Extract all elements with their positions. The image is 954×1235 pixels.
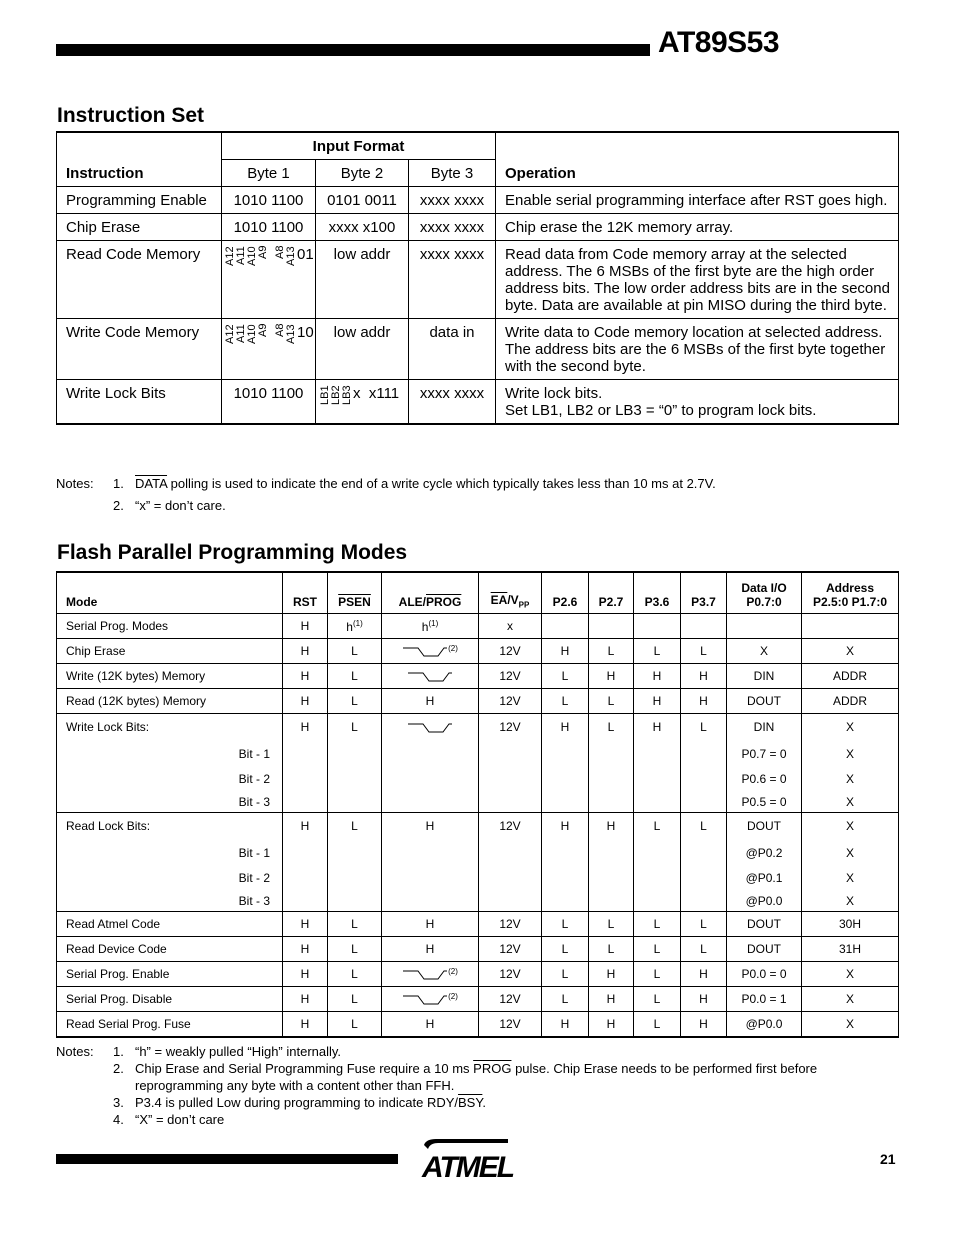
table-row [57, 380, 899, 425]
p26-cell: H [542, 813, 589, 912]
ale-cell: H [382, 813, 479, 912]
addr-bit: A10 [246, 246, 258, 266]
note-number: 1. [113, 1044, 124, 1059]
address-line1: Address [825, 581, 875, 595]
mode-label: Read Lock Bits: [66, 819, 151, 833]
rst-cell: H [283, 987, 328, 1012]
notes-label: Notes: [56, 476, 94, 491]
pulse-low-icon [407, 722, 453, 734]
bit-label: Bit - 3 [238, 795, 270, 809]
ea-cell: 12V [479, 714, 542, 813]
p26-cell: L [542, 664, 589, 689]
p26-cell: H [542, 714, 589, 813]
psen-cell: L [328, 813, 382, 912]
bit-address: X [845, 795, 854, 809]
addr-bit: A11 [235, 246, 247, 265]
p36-cell [634, 614, 681, 639]
bit-address: X [845, 747, 854, 761]
bit-data: P0.7 = 0 [741, 747, 787, 761]
pulse-low-icon [402, 994, 448, 1006]
data-cell: DOUT [727, 912, 802, 937]
pulse-low-icon [407, 671, 453, 683]
addr-bit: A8 [274, 324, 286, 338]
p37-cell: L [681, 813, 727, 912]
mode-cell: Read Device Code [57, 937, 283, 962]
p26-cell: L [542, 937, 589, 962]
p36-cell: H [634, 714, 681, 813]
rst-cell: H [283, 813, 328, 912]
footnote-ref: (2) [448, 643, 458, 653]
atmel-logo-icon [416, 1137, 514, 1183]
p27-cell: L [589, 714, 634, 813]
bit-data: P0.5 = 0 [741, 795, 787, 809]
address-cell [802, 813, 899, 912]
lock-bit: LB1 [319, 385, 331, 405]
ale-cell [382, 714, 479, 813]
page-number: 21 [880, 1151, 896, 1167]
col-ea-vpp [479, 572, 542, 614]
table-row [57, 187, 899, 214]
p36-cell: L [634, 813, 681, 912]
address-cell: X [802, 1012, 899, 1038]
ea-cell: x [479, 614, 542, 639]
byte3-cell: xxxx xxxx [409, 380, 496, 425]
note-text: reprogramming any byte with a content other than FFH. [135, 1078, 455, 1093]
address-cell: 30H [802, 912, 899, 937]
byte1-cell [222, 319, 316, 380]
ale-cell [382, 987, 479, 1012]
mode-cell: Write (12K bytes) Memory [57, 664, 283, 689]
document-title: AT89S53 [658, 26, 780, 59]
ale-cell [382, 639, 479, 664]
note-overline: $\overline{BSY}$ [458, 1095, 483, 1110]
note-text: “x” = don’t care. [135, 498, 226, 513]
pulse-low-icon [402, 969, 448, 981]
data-cell: DOUT [727, 937, 802, 962]
ale-cell: H [382, 912, 479, 937]
mode-cell: Serial Prog. Modes [57, 614, 283, 639]
prog-label: PROG [426, 595, 462, 609]
section-title-flash-modes: Flash Parallel Programming Modes [57, 541, 408, 564]
p26-cell: L [542, 689, 589, 714]
bit-address: X [845, 894, 854, 908]
data-cell: P0.0 = 0 [727, 962, 802, 987]
flash-programming-modes-table [56, 571, 899, 1038]
mode-cell: Read Atmel Code [57, 912, 283, 937]
bit-label: Bit - 2 [238, 772, 270, 786]
note-number: 1. [113, 476, 124, 491]
psen-cell: L [328, 714, 382, 813]
p27-cell: L [589, 639, 634, 664]
p27-cell: H [589, 813, 634, 912]
note-body: . [482, 1095, 486, 1110]
address-cell: X [802, 639, 899, 664]
bit-data: @P0.2 [745, 846, 783, 860]
p27-cell [589, 614, 634, 639]
pulse-low-icon [402, 646, 448, 658]
addr-bit: A9 [257, 246, 269, 260]
dataio-line1: Data I/O [741, 581, 787, 595]
table-row [57, 1012, 899, 1038]
byte3-cell: xxxx xxxx [409, 241, 496, 319]
rst-cell: H [283, 689, 328, 714]
table-row [57, 987, 899, 1012]
footnote-ref: (2) [448, 966, 458, 976]
ea-cell: 12V [479, 962, 542, 987]
p37-cell: L [681, 639, 727, 664]
mode-cell: Serial Prog. Enable [57, 962, 283, 987]
data-cell: DIN [727, 664, 802, 689]
p37-cell: H [681, 962, 727, 987]
mode-label: Write Lock Bits: [66, 720, 150, 734]
ale-value: h [421, 619, 429, 634]
ea-cell: 12V [479, 912, 542, 937]
instruction-notes [56, 475, 906, 519]
address-cell [802, 714, 899, 813]
mode-cell: Read (12K bytes) Memory [57, 689, 283, 714]
mode-cell: Chip Erase [57, 639, 283, 664]
bit-data: @P0.1 [745, 871, 783, 885]
psen-cell: L [328, 639, 382, 664]
rst-cell: H [283, 912, 328, 937]
byte2-cell [316, 380, 409, 425]
psen-label: PSEN [338, 595, 371, 609]
rst-cell: H [283, 639, 328, 664]
col-input-format: Input Format [222, 132, 496, 160]
instruction-cell: Write Lock Bits [57, 380, 222, 425]
ale-cell [382, 962, 479, 987]
data-cell: P0.0 = 1 [727, 987, 802, 1012]
ea-cell: 12V [479, 813, 542, 912]
bit-address: X [845, 846, 854, 860]
byte3-cell: xxxx xxxx [409, 214, 496, 241]
operation-cell: Enable serial programming interface after RST goes high. [496, 187, 899, 214]
psen-cell: L [328, 664, 382, 689]
address-cell: X [802, 987, 899, 1012]
col-p36: P3.6 [634, 572, 681, 614]
note-number: 4. [113, 1112, 124, 1127]
note-text: “h” = weakly pulled “High” internally. [135, 1044, 342, 1059]
p36-cell: H [634, 689, 681, 714]
byte1-cell [222, 241, 316, 319]
ea-cell: 12V [479, 664, 542, 689]
ea-cell: 12V [479, 689, 542, 714]
ale-cell [382, 614, 479, 639]
byte3-cell: xxxx xxxx [409, 187, 496, 214]
address-cell: X [802, 962, 899, 987]
byte1-tail: 10 [297, 324, 314, 341]
instruction-cell: Read Code Memory [57, 241, 222, 319]
byte1-cell: 1010 1100 [222, 187, 316, 214]
bit-label: Bit - 3 [238, 894, 270, 908]
data-cell [727, 813, 802, 912]
lock-bit: LB3 [341, 385, 353, 405]
mode-cell: Read Serial Prog. Fuse [57, 1012, 283, 1038]
table-header-row [57, 572, 899, 614]
bit-label: Bit - 2 [238, 871, 270, 885]
note-number: 3. [113, 1095, 124, 1110]
ea-cell: 12V [479, 639, 542, 664]
note-number: 2. [113, 1061, 124, 1076]
data-cell [727, 614, 802, 639]
p37-cell: H [681, 689, 727, 714]
psen-cell: L [328, 1012, 382, 1038]
p36-cell: L [634, 1012, 681, 1038]
p37-cell: L [681, 912, 727, 937]
addr-bit: A12 [224, 324, 236, 344]
ea-cell: 12V [479, 987, 542, 1012]
note-body: polling is used to indicate the end of a write cycle which typically takes less than 10 ms at 2.7V. [167, 476, 716, 491]
table-row [57, 813, 899, 912]
operation-cell: Chip erase the 12K memory array. [496, 214, 899, 241]
col-mode: Mode [57, 572, 283, 614]
p27-cell: H [589, 962, 634, 987]
dataio-line2: P0.7:0 [746, 595, 782, 609]
vpp-label: /V [507, 592, 519, 607]
bit-label: Bit - 1 [238, 747, 270, 761]
note-text [135, 1060, 817, 1077]
p27-cell: H [589, 987, 634, 1012]
psen-cell: L [328, 962, 382, 987]
rst-cell: H [283, 1012, 328, 1038]
footnote-ref: (2) [448, 991, 458, 1001]
p37-cell: H [681, 987, 727, 1012]
address-cell: ADDR [802, 689, 899, 714]
note-body: P3.4 is pulled Low during programming to indicate RDY/ [135, 1095, 459, 1110]
instruction-cell: Write Code Memory [57, 319, 222, 380]
note-body: Chip Erase and Serial Programming Fuse require a 10 ms [135, 1061, 474, 1076]
bit-data: P0.6 = 0 [741, 772, 787, 786]
addr-bit: A9 [257, 324, 269, 338]
ale-cell [382, 664, 479, 689]
col-rst: RST [283, 572, 328, 614]
table-row [57, 937, 899, 962]
flash-notes [56, 1043, 906, 1131]
col-p37: P3.7 [681, 572, 727, 614]
notes-label: Notes: [56, 1044, 94, 1059]
bit-label: Bit - 1 [238, 846, 270, 860]
footnote-ref: (1) [352, 618, 363, 628]
p27-cell: L [589, 937, 634, 962]
addr-bit: A10 [246, 324, 258, 344]
p26-cell [542, 614, 589, 639]
psen-value: h [346, 619, 353, 634]
col-instruction: Instruction [57, 132, 222, 187]
bit-address: X [845, 871, 854, 885]
col-psen [328, 572, 382, 614]
psen-cell [328, 614, 382, 639]
p37-cell: L [681, 937, 727, 962]
p36-cell: L [634, 937, 681, 962]
note-body: pulse. Chip Erase needs to be performed first before [511, 1061, 818, 1076]
p37-cell [681, 614, 727, 639]
address-line2: P2.5:0 P1.7:0 [812, 595, 888, 609]
p26-cell: H [542, 1012, 589, 1038]
p27-cell: H [589, 1012, 634, 1038]
instruction-cell: Chip Erase [57, 214, 222, 241]
rst-cell: H [283, 714, 328, 813]
data-value: DOUT [747, 819, 781, 833]
ale-cell: H [382, 937, 479, 962]
data-cell: X [727, 639, 802, 664]
col-byte1: Byte 1 [222, 160, 316, 187]
col-data-io [727, 572, 802, 614]
byte1-cell: 1010 1100 [222, 380, 316, 425]
byte2-cell: 0101 0011 [316, 187, 409, 214]
lock-bit: LB2 [330, 385, 342, 405]
operation-cell [496, 380, 899, 425]
table-row [57, 241, 899, 319]
ea-cell: 12V [479, 1012, 542, 1038]
ea-label: $\overline{EA}$ [490, 592, 508, 607]
rst-cell: H [283, 962, 328, 987]
bit-data: @P0.0 [745, 894, 783, 908]
note-overline: PROG [473, 1061, 512, 1076]
byte2-cell: low addr [316, 241, 409, 319]
operation-line: Set LB1, LB2 or LB3 = “0” to program lock bits. [505, 402, 817, 419]
operation-cell: Write data to Code memory location at selected address. The address bits are the 6 MSBs of the first byte together with the second byte. [496, 319, 899, 380]
p27-cell: H [589, 664, 634, 689]
address-value: X [845, 720, 854, 734]
p27-cell: L [589, 689, 634, 714]
ale-cell: H [382, 689, 479, 714]
col-byte2: Byte 2 [316, 160, 409, 187]
col-p26: P2.6 [542, 572, 589, 614]
col-byte3: Byte 3 [409, 160, 496, 187]
table-row [57, 664, 899, 689]
ale-cell: H [382, 1012, 479, 1038]
rst-cell: H [283, 664, 328, 689]
rst-cell: H [283, 937, 328, 962]
col-p27: P2.7 [589, 572, 634, 614]
ea-cell: 12V [479, 937, 542, 962]
table-row [57, 614, 899, 639]
p36-cell: L [634, 639, 681, 664]
logo-text: ATMEL [422, 1151, 514, 1183]
psen-cell: L [328, 912, 382, 937]
data-cell [727, 714, 802, 813]
col-ale-prog [382, 572, 479, 614]
rst-cell: H [283, 614, 328, 639]
table-row [57, 912, 899, 937]
byte2-tail: x x111 [353, 385, 400, 402]
col-address [802, 572, 899, 614]
p36-cell: L [634, 962, 681, 987]
byte1-cell: 1010 1100 [222, 214, 316, 241]
p37-cell: L [681, 714, 727, 813]
table-row [57, 962, 899, 987]
data-value: DIN [753, 720, 775, 734]
address-cell: ADDR [802, 664, 899, 689]
psen-cell: L [328, 689, 382, 714]
col-operation: Operation [496, 132, 899, 187]
operation-cell: Read data from Code memory array at the selected address. The 6 MSBs of the first byte are the high order address bits. The low order address bits are in the second byte. Data are available at pin MISO during the third byte. [496, 241, 899, 319]
p36-cell: H [634, 664, 681, 689]
p26-cell: L [542, 912, 589, 937]
p36-cell: L [634, 912, 681, 937]
mode-cell [57, 813, 283, 912]
p37-cell: H [681, 664, 727, 689]
p26-cell: L [542, 962, 589, 987]
address-value: X [845, 819, 854, 833]
byte3-cell: data in [409, 319, 496, 380]
note-number: 2. [113, 498, 124, 513]
byte2-cell: xxxx x100 [316, 214, 409, 241]
ale-label: ALE/ [398, 595, 426, 609]
note-overline: DATA [135, 476, 168, 491]
byte1-tail: 01 [297, 246, 314, 263]
p26-cell: H [542, 639, 589, 664]
addr-bit: A13 [285, 324, 297, 344]
note-text [135, 475, 716, 492]
instruction-cell: Programming Enable [57, 187, 222, 214]
note-text: “X” = don’t care [135, 1112, 225, 1127]
table-row [57, 689, 899, 714]
instruction-set-table [56, 131, 899, 425]
data-cell: @P0.0 [727, 1012, 802, 1038]
mode-cell: Serial Prog. Disable [57, 987, 283, 1012]
p27-cell: L [589, 912, 634, 937]
p37-cell: H [681, 1012, 727, 1038]
address-cell [802, 614, 899, 639]
addr-bit: A8 [274, 246, 286, 260]
table-row [57, 639, 899, 664]
byte2-cell: low addr [316, 319, 409, 380]
addr-bit: A13 [285, 246, 297, 266]
address-cell: 31H [802, 937, 899, 962]
bit-address: X [845, 772, 854, 786]
section-title-instruction-set: Instruction Set [57, 104, 205, 127]
table-row [57, 714, 899, 813]
table-row [57, 319, 899, 380]
header-bar [56, 44, 650, 56]
addr-bit: A11 [235, 324, 247, 343]
p26-cell: L [542, 987, 589, 1012]
psen-cell: L [328, 937, 382, 962]
footnote-ref: (1) [428, 618, 439, 628]
note-text [135, 1094, 486, 1111]
table-header-row [57, 132, 899, 160]
table-row [57, 214, 899, 241]
p36-cell: L [634, 987, 681, 1012]
data-cell: DOUT [727, 689, 802, 714]
operation-line: Write lock bits. [505, 385, 603, 402]
addr-bit: A12 [224, 246, 236, 266]
footer-bar [56, 1154, 398, 1164]
psen-cell: L [328, 987, 382, 1012]
vpp-subscript: PP [518, 600, 530, 609]
mode-cell [57, 714, 283, 813]
